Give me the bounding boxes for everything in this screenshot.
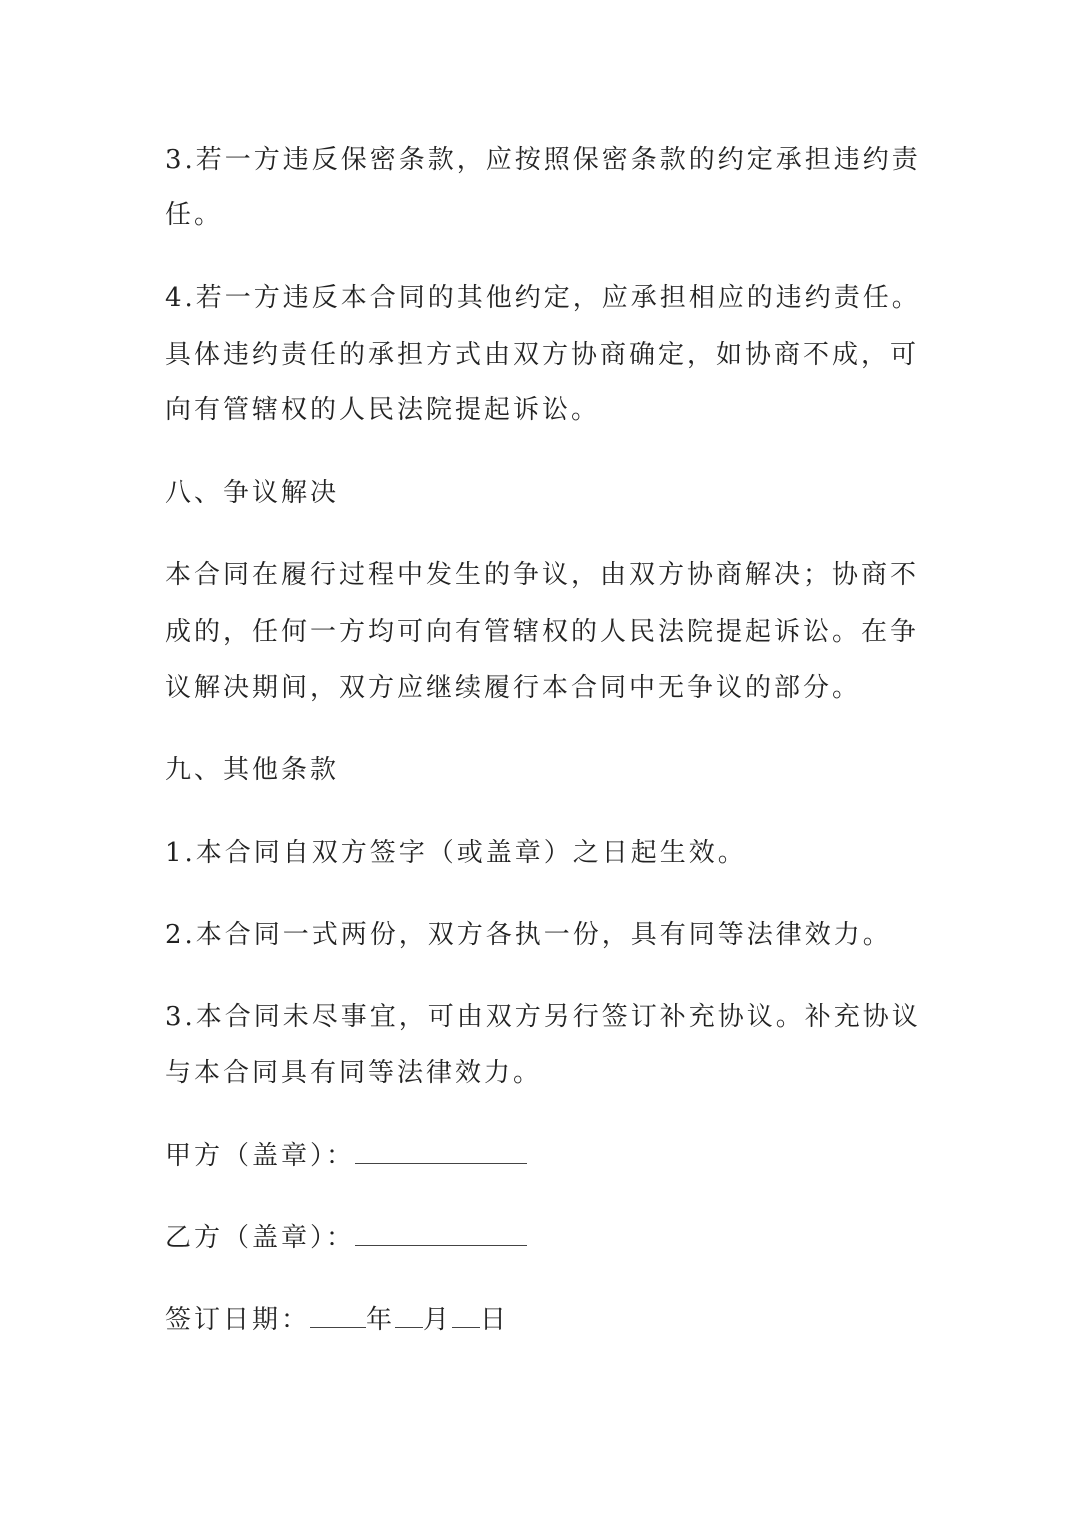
section-8-heading: 八、争议解决 [165, 478, 340, 508]
month-blank [395, 1303, 423, 1328]
year-blank [310, 1303, 366, 1328]
clause-9-3-line-1: 3.本合同未尽事宜，可由双方另行签订补充协议。补充协议 [165, 1002, 921, 1032]
signing-date [165, 1302, 509, 1338]
section-8-line-1: 本合同在履行过程中发生的争议，由双方协商解决；协商不 [165, 560, 920, 590]
day-label: 日 [480, 1305, 510, 1335]
clause-7-4-line-3: 向有管辖权的人民法院提起诉讼。 [165, 395, 601, 425]
clause-7-3-line-2: 任。 [165, 200, 224, 230]
clause-9-3-line-2: 与本合同具有同等法律效力。 [165, 1058, 543, 1088]
month-label: 月 [423, 1305, 453, 1335]
party-b-blank [355, 1221, 527, 1246]
clause-7-3-line-1: 3.若一方违反保密条款，应按照保密条款的约定承担违约责 [165, 145, 921, 175]
party-a-blank [355, 1139, 527, 1164]
year-label: 年 [366, 1305, 396, 1335]
section-9-heading: 九、其他条款 [165, 755, 340, 785]
section-8-line-3: 议解决期间，双方应继续履行本合同中无争议的部分。 [165, 673, 862, 703]
party-a-signature [165, 1138, 527, 1174]
clause-7-4-line-1: 4.若一方违反本合同的其他约定，应承担相应的违约责任。 [165, 283, 921, 313]
section-8-line-2: 成的，任何一方均可向有管辖权的人民法院提起诉讼。在争 [165, 617, 920, 647]
party-b-label: 乙方（盖章）： [165, 1223, 356, 1253]
date-label: 签订日期： [165, 1305, 311, 1335]
clause-7-4-line-2: 具体违约责任的承担方式由双方协商确定，如协商不成，可 [165, 340, 920, 370]
clause-9-2: 2.本合同一式两份，双方各执一份，具有同等法律效力。 [165, 920, 892, 950]
day-blank [452, 1303, 480, 1328]
party-b-signature [165, 1220, 527, 1256]
party-a-label: 甲方（盖章）： [165, 1141, 356, 1171]
clause-9-1: 1.本合同自双方签字（或盖章）之日起生效。 [165, 838, 747, 868]
